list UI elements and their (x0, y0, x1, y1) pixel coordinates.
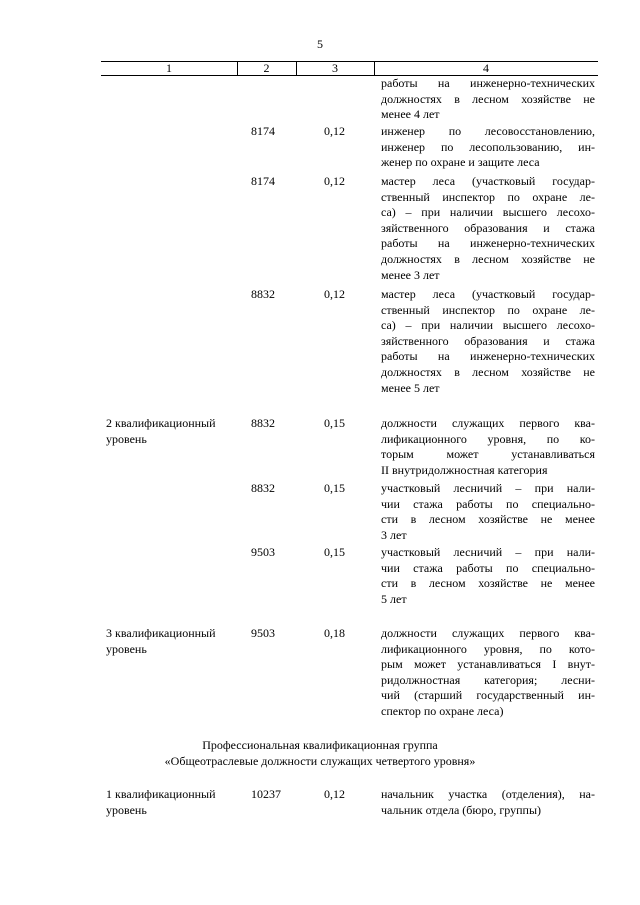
description-line: ридолжностная категория; лесни- (381, 672, 595, 687)
description-line: зяйственного образования и стажа (381, 333, 595, 348)
description-line: са) – при наличии высшего лесохо- (381, 318, 595, 333)
description-line: участковый лесничий – при нали- (381, 545, 595, 559)
description-line: инженер по лесовосстановлению, (381, 124, 595, 138)
description-line: чии стажа работы по специально- (381, 496, 595, 511)
coefficient: 0,15 (324, 416, 345, 430)
description-line: 3 лет (381, 527, 407, 542)
group-heading-line: «Общеотраслевые должности служащих четвертого уровня» (164, 753, 476, 768)
salary-code: 10237 (251, 787, 281, 801)
position-description (381, 545, 595, 607)
salary-code: 8832 (251, 481, 275, 495)
table-header (101, 61, 598, 75)
position-description (381, 416, 595, 478)
description-line: работы на инженерно-технических (381, 76, 595, 90)
description-line: рым может устанавливаться I внут- (381, 657, 595, 672)
description-line: чий (старший государственный ин- (381, 688, 595, 703)
coefficient: 0,18 (324, 626, 345, 640)
header-col-2: 2 (263, 61, 270, 75)
description-line: лификационного уровня, по ко- (381, 431, 595, 446)
header-col-3: 3 (332, 61, 338, 75)
qualification-level (106, 416, 240, 447)
description-line: менее 4 лет (381, 107, 440, 122)
position-description (381, 787, 595, 818)
salary-code: 9503 (251, 545, 275, 559)
description-line: мастер леса (участковый государ- (381, 174, 595, 188)
position-description (381, 76, 595, 123)
header-col-1: 1 (166, 61, 172, 75)
level-line: уровень (106, 431, 147, 446)
salary-code: 8174 (251, 174, 275, 188)
description-line: работы на инженерно-технических (381, 236, 595, 251)
coefficient: 0,12 (324, 287, 345, 301)
page-number: 5 (317, 37, 323, 51)
level-line: 3 квалификационный (106, 626, 216, 640)
position-description (381, 287, 595, 396)
description-line: должности служащих первого ква- (381, 626, 595, 640)
description-line: II внутридолжностная категория (381, 462, 548, 477)
coefficient: 0,15 (324, 545, 345, 559)
description-line: мастер леса (участковый государ- (381, 287, 595, 301)
salary-code: 9503 (251, 626, 275, 640)
level-line: уровень (106, 641, 147, 656)
level-line: 2 квалификационный (106, 416, 216, 430)
description-line: спектор по охране леса) (381, 703, 504, 718)
description-line: менее 5 лет (381, 380, 440, 395)
position-description (381, 481, 595, 543)
description-line: сти в лесном хозяйстве не менее (381, 576, 595, 591)
coefficient: 0,12 (324, 787, 345, 801)
description-line: должностях в лесном хозяйстве не (381, 364, 595, 379)
salary-code: 8174 (251, 124, 275, 138)
position-description (381, 174, 595, 283)
description-line: чальник отдела (бюро, группы) (381, 802, 542, 817)
description-line: ственный инспектор по охране ле- (381, 302, 595, 317)
coefficient: 0,12 (324, 124, 345, 138)
group-heading-line: Профессиональная квалификационная группа (202, 738, 438, 752)
description-line: начальник участка (отделения), на- (381, 787, 595, 801)
level-line: уровень (106, 802, 147, 817)
description-line: 5 лет (381, 591, 407, 606)
description-line: чии стажа работы по специально- (381, 560, 595, 575)
position-description (381, 626, 595, 720)
description-line: должностях в лесном хозяйстве не (381, 91, 595, 106)
salary-code: 8832 (251, 287, 275, 301)
description-line: менее 3 лет (381, 267, 440, 282)
group-heading (0, 738, 640, 769)
position-description (381, 124, 595, 171)
description-line: работы на инженерно-технических (381, 349, 595, 364)
description-line: са) – при наличии высшего лесохо- (381, 205, 595, 220)
description-line: зяйственного образования и стажа (381, 220, 595, 235)
salary-code: 8832 (251, 416, 275, 430)
description-line: ственный инспектор по охране ле- (381, 189, 595, 204)
header-col-4: 4 (483, 61, 489, 75)
description-line: должности служащих первого ква- (381, 416, 595, 430)
description-line: сти в лесном хозяйстве не менее (381, 512, 595, 527)
description-line: лификационного уровня, по кото- (381, 641, 595, 656)
coefficient: 0,15 (324, 481, 345, 495)
description-line: женер по охране и защите леса (381, 155, 540, 170)
qualification-level (106, 787, 240, 818)
coefficient: 0,12 (324, 174, 345, 188)
description-line: должностях в лесном хозяйстве не (381, 251, 595, 266)
description-line: торым может устанавливаться (381, 447, 595, 462)
description-line: участковый лесничий – при нали- (381, 481, 595, 495)
level-line: 1 квалификационный (106, 787, 216, 801)
description-line: инженер по лесопользованию, ин- (381, 139, 595, 154)
qualification-level (106, 626, 240, 657)
